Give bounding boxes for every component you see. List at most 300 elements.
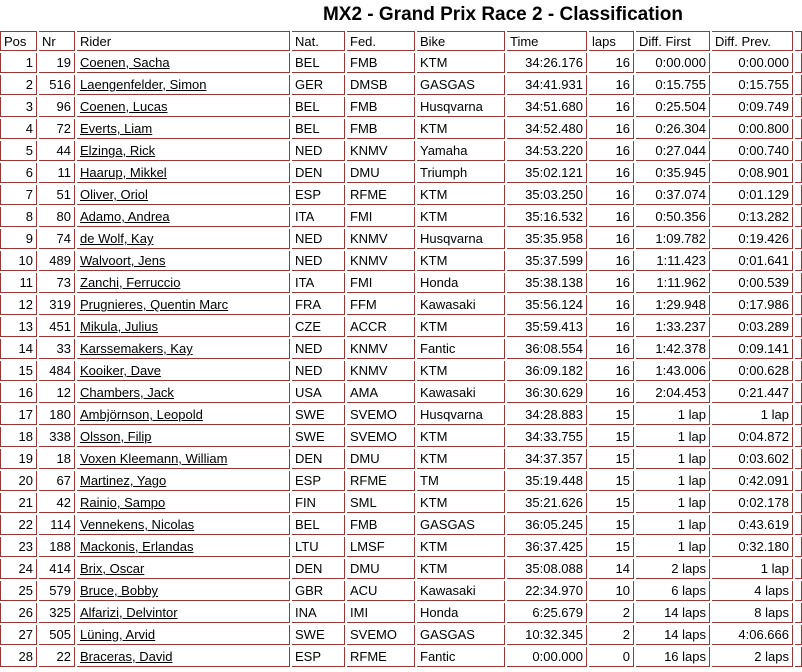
extra-cell bbox=[795, 427, 802, 447]
table-row bbox=[0, 251, 802, 271]
rider-link[interactable]: Elzinga, Rick bbox=[80, 143, 156, 158]
time-cell: 34:53.220 bbox=[507, 141, 587, 161]
time-cell: 34:33.755 bbox=[507, 427, 587, 447]
nat-cell: ESP bbox=[292, 185, 345, 205]
bike-cell: KTM bbox=[417, 185, 505, 205]
nr-cell: 489 bbox=[39, 251, 75, 271]
rider-link[interactable]: Mackonis, Erlandas bbox=[80, 539, 194, 554]
laps-cell: 16 bbox=[589, 295, 634, 315]
diff-prev-cell: 0:00.539 bbox=[712, 273, 793, 293]
rider-cell bbox=[77, 207, 290, 227]
extra-cell bbox=[795, 53, 802, 73]
page-title: MX2 - Grand Prix Race 2 - Classification bbox=[322, 4, 684, 25]
diff-prev-cell: 1 lap bbox=[712, 559, 793, 579]
time-cell: 36:08.554 bbox=[507, 339, 587, 359]
rider-cell bbox=[77, 185, 290, 205]
diff-first-cell: 1 lap bbox=[636, 427, 710, 447]
rider-link[interactable]: Coenen, Sacha bbox=[80, 55, 170, 70]
time-cell: 22:34.970 bbox=[507, 581, 587, 601]
table-row bbox=[0, 427, 802, 447]
bike-cell: Yamaha bbox=[417, 141, 505, 161]
diff-first-cell: 0:50.356 bbox=[636, 207, 710, 227]
laps-cell: 14 bbox=[589, 559, 634, 579]
bike-cell: Honda bbox=[417, 273, 505, 293]
fed-cell: SML bbox=[347, 493, 415, 513]
table-row bbox=[0, 537, 802, 557]
extra-cell bbox=[795, 559, 802, 579]
diff-first-cell: 1 lap bbox=[636, 515, 710, 535]
nat-cell: GBR bbox=[292, 581, 345, 601]
nat-cell: BEL bbox=[292, 53, 345, 73]
laps-cell: 16 bbox=[589, 119, 634, 139]
laps-cell: 16 bbox=[589, 141, 634, 161]
bike-cell: Kawasaki bbox=[417, 383, 505, 403]
fed-cell: FMB bbox=[347, 53, 415, 73]
nr-cell: 451 bbox=[39, 317, 75, 337]
pos-cell: 11 bbox=[0, 273, 37, 293]
diff-first-cell: 1 lap bbox=[636, 449, 710, 469]
diff-first-cell: 1:11.423 bbox=[636, 251, 710, 271]
bike-cell: Husqvarna bbox=[417, 405, 505, 425]
fed-cell: ACCR bbox=[347, 317, 415, 337]
fed-cell: KNMV bbox=[347, 339, 415, 359]
table-row bbox=[0, 449, 802, 469]
rider-link[interactable]: Lüning, Arvid bbox=[80, 627, 156, 642]
diff-first-cell: 1 lap bbox=[636, 471, 710, 491]
rider-cell bbox=[77, 537, 290, 557]
time-cell: 34:28.883 bbox=[507, 405, 587, 425]
bike-cell: KTM bbox=[417, 361, 505, 381]
laps-cell: 16 bbox=[589, 53, 634, 73]
bike-cell: Kawasaki bbox=[417, 581, 505, 601]
nr-cell: 516 bbox=[39, 75, 75, 95]
diff-first-cell: 1:29.948 bbox=[636, 295, 710, 315]
extra-cell bbox=[795, 207, 802, 227]
bike-cell: KTM bbox=[417, 427, 505, 447]
diff-prev-cell: 0:03.289 bbox=[712, 317, 793, 337]
extra-cell bbox=[795, 317, 802, 337]
diff-first-cell: 0:37.074 bbox=[636, 185, 710, 205]
rider-cell bbox=[77, 581, 290, 601]
pos-cell: 13 bbox=[0, 317, 37, 337]
rider-link[interactable]: Martinez, Yago bbox=[80, 473, 167, 488]
nat-cell: NED bbox=[292, 339, 345, 359]
bike-cell: GASGAS bbox=[417, 515, 505, 535]
rider-cell bbox=[77, 229, 290, 249]
rider-link[interactable]: Coenen, Lucas bbox=[80, 99, 168, 114]
extra-cell bbox=[795, 229, 802, 249]
pos-cell: 19 bbox=[0, 449, 37, 469]
fed-cell: DMSB bbox=[347, 75, 415, 95]
nr-cell: 325 bbox=[39, 603, 75, 623]
fed-cell: FMI bbox=[347, 273, 415, 293]
diff-first-cell: 14 laps bbox=[636, 625, 710, 645]
pos-cell: 26 bbox=[0, 603, 37, 623]
diff-first-cell: 1:43.006 bbox=[636, 361, 710, 381]
diff-first-cell: 1 lap bbox=[636, 537, 710, 557]
bike-cell: GASGAS bbox=[417, 625, 505, 645]
time-cell: 35:59.413 bbox=[507, 317, 587, 337]
diff-first-cell: 0:25.504 bbox=[636, 97, 710, 117]
time-cell: 36:30.629 bbox=[507, 383, 587, 403]
table-row bbox=[0, 163, 802, 183]
time-cell: 35:16.532 bbox=[507, 207, 587, 227]
time-cell: 34:41.931 bbox=[507, 75, 587, 95]
nat-cell: SWE bbox=[292, 625, 345, 645]
laps-cell: 16 bbox=[589, 185, 634, 205]
nr-cell: 114 bbox=[39, 515, 75, 535]
bike-cell: KTM bbox=[417, 449, 505, 469]
fed-cell: RFME bbox=[347, 185, 415, 205]
rider-link[interactable]: Zanchi, Ferruccio bbox=[80, 275, 181, 290]
pos-cell: 22 bbox=[0, 515, 37, 535]
extra-cell bbox=[795, 405, 802, 425]
nat-cell: LTU bbox=[292, 537, 345, 557]
bike-cell: KTM bbox=[417, 317, 505, 337]
bike-cell: Fantic bbox=[417, 339, 505, 359]
bike-cell: Triumph bbox=[417, 163, 505, 183]
fed-cell: SVEMO bbox=[347, 405, 415, 425]
table-row bbox=[0, 295, 802, 315]
diff-prev-cell: 0:00.628 bbox=[712, 361, 793, 381]
nr-cell: 42 bbox=[39, 493, 75, 513]
extra-cell bbox=[795, 251, 802, 271]
laps-cell: 16 bbox=[589, 251, 634, 271]
bike-cell: KTM bbox=[417, 207, 505, 227]
pos-cell: 5 bbox=[0, 141, 37, 161]
rider-cell bbox=[77, 97, 290, 117]
diff-prev-cell: 0:32.180 bbox=[712, 537, 793, 557]
rider-link[interactable]: Bruce, Bobby bbox=[80, 583, 159, 598]
column-header-rider: Rider bbox=[77, 31, 290, 51]
table-row bbox=[0, 405, 802, 425]
pos-cell: 18 bbox=[0, 427, 37, 447]
rider-link[interactable]: Karssemakers, Kay bbox=[80, 341, 193, 356]
bike-cell: Kawasaki bbox=[417, 295, 505, 315]
nr-cell: 73 bbox=[39, 273, 75, 293]
fed-cell: KNMV bbox=[347, 141, 415, 161]
nat-cell: ITA bbox=[292, 207, 345, 227]
fed-cell: FMI bbox=[347, 207, 415, 227]
rider-cell bbox=[77, 625, 290, 645]
table-row bbox=[0, 383, 802, 403]
pos-cell: 3 bbox=[0, 97, 37, 117]
diff-prev-cell: 0:00.800 bbox=[712, 119, 793, 139]
nr-cell: 18 bbox=[39, 449, 75, 469]
time-cell: 34:51.680 bbox=[507, 97, 587, 117]
fed-cell: IMI bbox=[347, 603, 415, 623]
table-row bbox=[0, 273, 802, 293]
time-cell: 35:56.124 bbox=[507, 295, 587, 315]
extra-cell bbox=[795, 625, 802, 645]
nr-cell: 188 bbox=[39, 537, 75, 557]
rider-link[interactable]: Vennekens, Nicolas bbox=[80, 517, 195, 532]
extra-cell bbox=[795, 185, 802, 205]
nr-cell: 11 bbox=[39, 163, 75, 183]
pos-cell: 2 bbox=[0, 75, 37, 95]
diff-first-cell: 2:04.453 bbox=[636, 383, 710, 403]
nat-cell: GER bbox=[292, 75, 345, 95]
time-cell: 6:25.679 bbox=[507, 603, 587, 623]
diff-first-cell: 1:42.378 bbox=[636, 339, 710, 359]
laps-cell: 16 bbox=[589, 97, 634, 117]
table-row bbox=[0, 75, 802, 95]
fed-cell: SVEMO bbox=[347, 625, 415, 645]
diff-prev-cell: 1 lap bbox=[712, 405, 793, 425]
laps-cell: 2 bbox=[589, 625, 634, 645]
table-row bbox=[0, 141, 802, 161]
pos-cell: 14 bbox=[0, 339, 37, 359]
rider-link[interactable]: Kooiker, Dave bbox=[80, 363, 161, 378]
fed-cell: FFM bbox=[347, 295, 415, 315]
rider-cell bbox=[77, 603, 290, 623]
diff-first-cell: 2 laps bbox=[636, 559, 710, 579]
pos-cell: 27 bbox=[0, 625, 37, 645]
column-header-laps: laps bbox=[589, 31, 634, 51]
nat-cell: DEN bbox=[292, 163, 345, 183]
rider-link[interactable]: Alfarizi, Delvintor bbox=[80, 605, 178, 620]
extra-cell bbox=[795, 537, 802, 557]
time-cell: 35:35.958 bbox=[507, 229, 587, 249]
column-header-diff-prev: Diff. Prev. bbox=[712, 31, 793, 51]
time-cell: 35:21.626 bbox=[507, 493, 587, 513]
nat-cell: SWE bbox=[292, 427, 345, 447]
extra-cell bbox=[795, 515, 802, 535]
table-row bbox=[0, 317, 802, 337]
pos-cell: 20 bbox=[0, 471, 37, 491]
rider-cell bbox=[77, 163, 290, 183]
rider-cell bbox=[77, 493, 290, 513]
rider-link[interactable]: Walvoort, Jens bbox=[80, 253, 166, 268]
diff-prev-cell: 0:00.000 bbox=[712, 53, 793, 73]
diff-prev-cell: 0:08.901 bbox=[712, 163, 793, 183]
fed-cell: FMB bbox=[347, 97, 415, 117]
fed-cell: RFME bbox=[347, 471, 415, 491]
header-row bbox=[0, 31, 802, 51]
pos-cell: 1 bbox=[0, 53, 37, 73]
extra-cell bbox=[795, 75, 802, 95]
nr-cell: 579 bbox=[39, 581, 75, 601]
time-cell: 34:26.176 bbox=[507, 53, 587, 73]
diff-first-cell: 0:26.304 bbox=[636, 119, 710, 139]
rider-cell bbox=[77, 427, 290, 447]
time-cell: 35:02.121 bbox=[507, 163, 587, 183]
diff-first-cell: 1:11.962 bbox=[636, 273, 710, 293]
rider-cell bbox=[77, 383, 290, 403]
diff-prev-cell: 0:00.740 bbox=[712, 141, 793, 161]
rider-link[interactable]: Everts, Liam bbox=[80, 121, 153, 136]
nr-cell: 22 bbox=[39, 647, 75, 667]
rider-cell bbox=[77, 119, 290, 139]
table-row bbox=[0, 53, 802, 73]
fed-cell: KNMV bbox=[347, 229, 415, 249]
column-header-nat: Nat. bbox=[292, 31, 345, 51]
fed-cell: AMA bbox=[347, 383, 415, 403]
rider-link[interactable]: de Wolf, Kay bbox=[80, 231, 154, 246]
table-row bbox=[0, 185, 802, 205]
diff-first-cell: 0:15.755 bbox=[636, 75, 710, 95]
pos-cell: 23 bbox=[0, 537, 37, 557]
rider-link[interactable]: Rainio, Sampo bbox=[80, 495, 166, 510]
diff-prev-cell: 0:42.091 bbox=[712, 471, 793, 491]
rider-cell bbox=[77, 273, 290, 293]
rider-cell bbox=[77, 559, 290, 579]
diff-prev-cell: 0:09.749 bbox=[712, 97, 793, 117]
nat-cell: NED bbox=[292, 361, 345, 381]
nr-cell: 505 bbox=[39, 625, 75, 645]
nat-cell: BEL bbox=[292, 119, 345, 139]
column-header-fed: Fed. bbox=[347, 31, 415, 51]
nat-cell: NED bbox=[292, 229, 345, 249]
time-cell: 36:09.182 bbox=[507, 361, 587, 381]
fed-cell: KNMV bbox=[347, 251, 415, 271]
diff-prev-cell: 0:04.872 bbox=[712, 427, 793, 447]
pos-cell: 7 bbox=[0, 185, 37, 205]
laps-cell: 15 bbox=[589, 427, 634, 447]
diff-prev-cell: 4:06.666 bbox=[712, 625, 793, 645]
diff-prev-cell: 8 laps bbox=[712, 603, 793, 623]
table-row bbox=[0, 515, 802, 535]
nr-cell: 319 bbox=[39, 295, 75, 315]
nat-cell: DEN bbox=[292, 449, 345, 469]
rider-cell bbox=[77, 361, 290, 381]
laps-cell: 16 bbox=[589, 163, 634, 183]
extra-cell bbox=[795, 119, 802, 139]
nat-cell: ESP bbox=[292, 471, 345, 491]
time-cell: 35:38.138 bbox=[507, 273, 587, 293]
fed-cell: RFME bbox=[347, 647, 415, 667]
diff-first-cell: 0:00.000 bbox=[636, 53, 710, 73]
rider-link[interactable]: Laengenfelder, Simon bbox=[80, 77, 207, 92]
fed-cell: LMSF bbox=[347, 537, 415, 557]
diff-first-cell: 1:09.782 bbox=[636, 229, 710, 249]
nat-cell: ESP bbox=[292, 647, 345, 667]
table-row bbox=[0, 339, 802, 359]
rider-link[interactable]: Braceras, David bbox=[80, 649, 173, 664]
rider-cell bbox=[77, 405, 290, 425]
rider-cell bbox=[77, 339, 290, 359]
nr-cell: 80 bbox=[39, 207, 75, 227]
rider-cell bbox=[77, 251, 290, 271]
diff-first-cell: 1 lap bbox=[636, 493, 710, 513]
rider-cell bbox=[77, 75, 290, 95]
extra-cell bbox=[795, 273, 802, 293]
rider-cell bbox=[77, 647, 290, 667]
time-cell: 0:00.000 bbox=[507, 647, 587, 667]
column-header-extra bbox=[795, 31, 802, 51]
rider-link[interactable]: Olsson, Filip bbox=[80, 429, 152, 444]
rider-cell bbox=[77, 471, 290, 491]
rider-cell bbox=[77, 295, 290, 315]
nat-cell: DEN bbox=[292, 559, 345, 579]
table-row bbox=[0, 603, 802, 623]
extra-cell bbox=[795, 361, 802, 381]
rider-link[interactable]: Mikula, Julius bbox=[80, 319, 159, 334]
table-row bbox=[0, 493, 802, 513]
diff-first-cell: 1 lap bbox=[636, 405, 710, 425]
fed-cell: FMB bbox=[347, 515, 415, 535]
nr-cell: 33 bbox=[39, 339, 75, 359]
nr-cell: 19 bbox=[39, 53, 75, 73]
laps-cell: 16 bbox=[589, 207, 634, 227]
time-cell: 10:32.345 bbox=[507, 625, 587, 645]
rider-link[interactable]: Brix, Oscar bbox=[80, 561, 145, 576]
extra-cell bbox=[795, 339, 802, 359]
rider-link[interactable]: Prugnieres, Quentin Marc bbox=[80, 297, 229, 312]
fed-cell: DMU bbox=[347, 449, 415, 469]
nat-cell: SWE bbox=[292, 405, 345, 425]
bike-cell: KTM bbox=[417, 537, 505, 557]
nat-cell: FRA bbox=[292, 295, 345, 315]
diff-prev-cell: 0:09.141 bbox=[712, 339, 793, 359]
pos-cell: 25 bbox=[0, 581, 37, 601]
rider-link[interactable]: Haarup, Mikkel bbox=[80, 165, 167, 180]
nr-cell: 484 bbox=[39, 361, 75, 381]
laps-cell: 16 bbox=[589, 273, 634, 293]
laps-cell: 15 bbox=[589, 515, 634, 535]
rider-cell bbox=[77, 449, 290, 469]
extra-cell bbox=[795, 449, 802, 469]
diff-prev-cell: 0:19.426 bbox=[712, 229, 793, 249]
diff-prev-cell: 0:15.755 bbox=[712, 75, 793, 95]
bike-cell: Honda bbox=[417, 603, 505, 623]
bike-cell: Husqvarna bbox=[417, 229, 505, 249]
pos-cell: 12 bbox=[0, 295, 37, 315]
pos-cell: 21 bbox=[0, 493, 37, 513]
rider-link[interactable]: Voxen Kleemann, William bbox=[80, 451, 228, 466]
time-cell: 34:37.357 bbox=[507, 449, 587, 469]
time-cell: 36:05.245 bbox=[507, 515, 587, 535]
laps-cell: 15 bbox=[589, 493, 634, 513]
pos-cell: 9 bbox=[0, 229, 37, 249]
nat-cell: FIN bbox=[292, 493, 345, 513]
results-body bbox=[0, 53, 802, 667]
classification-table bbox=[0, 29, 802, 669]
nr-cell: 67 bbox=[39, 471, 75, 491]
nat-cell: ITA bbox=[292, 273, 345, 293]
table-row bbox=[0, 207, 802, 227]
bike-cell: Husqvarna bbox=[417, 97, 505, 117]
diff-first-cell: 0:35.945 bbox=[636, 163, 710, 183]
table-row bbox=[0, 229, 802, 249]
nr-cell: 414 bbox=[39, 559, 75, 579]
time-cell: 35:03.250 bbox=[507, 185, 587, 205]
pos-cell: 8 bbox=[0, 207, 37, 227]
rider-link[interactable]: Ambjörnson, Leopold bbox=[80, 407, 203, 422]
table-row bbox=[0, 361, 802, 381]
table-row bbox=[0, 647, 802, 667]
time-cell: 35:19.448 bbox=[507, 471, 587, 491]
extra-cell bbox=[795, 493, 802, 513]
nat-cell: NED bbox=[292, 251, 345, 271]
bike-cell: KTM bbox=[417, 53, 505, 73]
pos-cell: 17 bbox=[0, 405, 37, 425]
rider-link[interactable]: Chambers, Jack bbox=[80, 385, 174, 400]
bike-cell: TM bbox=[417, 471, 505, 491]
rider-cell bbox=[77, 317, 290, 337]
nat-cell: BEL bbox=[292, 97, 345, 117]
rider-link[interactable]: Adamo, Andrea bbox=[80, 209, 170, 224]
pos-cell: 15 bbox=[0, 361, 37, 381]
laps-cell: 16 bbox=[589, 317, 634, 337]
extra-cell bbox=[795, 97, 802, 117]
rider-link[interactable]: Oliver, Oriol bbox=[80, 187, 148, 202]
nr-cell: 72 bbox=[39, 119, 75, 139]
nr-cell: 180 bbox=[39, 405, 75, 425]
column-header-pos: Pos bbox=[0, 31, 37, 51]
diff-prev-cell: 2 laps bbox=[712, 647, 793, 667]
extra-cell bbox=[795, 581, 802, 601]
